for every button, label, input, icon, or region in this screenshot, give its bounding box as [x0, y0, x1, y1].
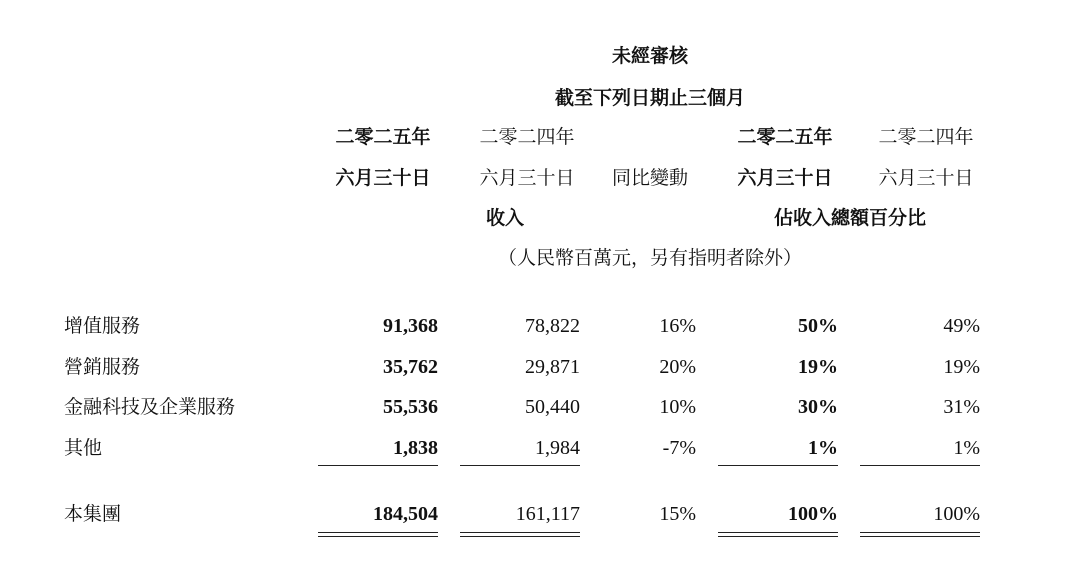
total-double-rule: [460, 532, 580, 537]
table-cell: 35,762: [383, 356, 438, 378]
col5-year: 二零二四年: [878, 126, 974, 148]
table-cell: 1%: [808, 437, 838, 459]
total-double-rule: [718, 532, 838, 537]
table-cell: 19%: [798, 356, 838, 378]
subtotal-rule: [318, 465, 438, 466]
table-cell: 19%: [943, 356, 980, 378]
total-cell: 184,504: [373, 503, 438, 525]
table-cell: 78,822: [525, 315, 580, 337]
total-cell: 161,117: [515, 503, 580, 525]
table-cell: 10%: [659, 396, 696, 418]
table-cell: 31%: [943, 396, 980, 418]
unaudited-heading: 未經審核: [611, 45, 689, 67]
total-label: 本集團: [64, 503, 122, 525]
col2-year: 二零二四年: [479, 126, 575, 148]
table-cell: 1,838: [393, 437, 438, 459]
col3-yoy-header: 同比變動: [611, 167, 689, 189]
col4-date: 六月三十日: [737, 167, 833, 189]
unit-note: （人民幣百萬元，另有指明者除外）: [497, 247, 803, 269]
row-label: 增值服務: [64, 315, 141, 337]
table-cell: 1,984: [535, 437, 580, 459]
table-cell: 49%: [943, 315, 980, 337]
percentage-group-heading: 佔收入總額百分比: [773, 207, 927, 229]
col5-date: 六月三十日: [878, 167, 974, 189]
table-cell: 91,368: [383, 315, 438, 337]
col1-year: 二零二五年: [335, 126, 431, 148]
table-cell: 30%: [798, 396, 838, 418]
row-label: 其他: [64, 437, 103, 459]
table-cell: 20%: [659, 356, 696, 378]
revenue-group-heading: 收入: [485, 207, 525, 229]
total-double-rule: [860, 532, 980, 537]
col1-date: 六月三十日: [335, 167, 431, 189]
subtotal-rule: [460, 465, 580, 466]
total-cell: 100%: [788, 503, 838, 525]
total-double-rule: [318, 532, 438, 537]
row-label: 營銷服務: [64, 356, 141, 378]
col4-year: 二零二五年: [737, 126, 833, 148]
table-cell: 16%: [659, 315, 696, 337]
row-label: 金融科技及企業服務: [64, 396, 236, 418]
subtotal-rule: [860, 465, 980, 466]
table-cell: 50,440: [525, 396, 580, 418]
subtotal-rule: [718, 465, 838, 466]
table-cell: 29,871: [525, 356, 580, 378]
total-cell: 100%: [933, 503, 980, 525]
table-cell: 50%: [798, 315, 838, 337]
table-cell: 55,536: [383, 396, 438, 418]
table-cell: -7%: [662, 437, 696, 459]
period-heading: 截至下列日期止三個月: [554, 87, 746, 109]
total-cell: 15%: [659, 503, 696, 525]
table-cell: 1%: [953, 437, 980, 459]
col2-date: 六月三十日: [479, 167, 575, 189]
